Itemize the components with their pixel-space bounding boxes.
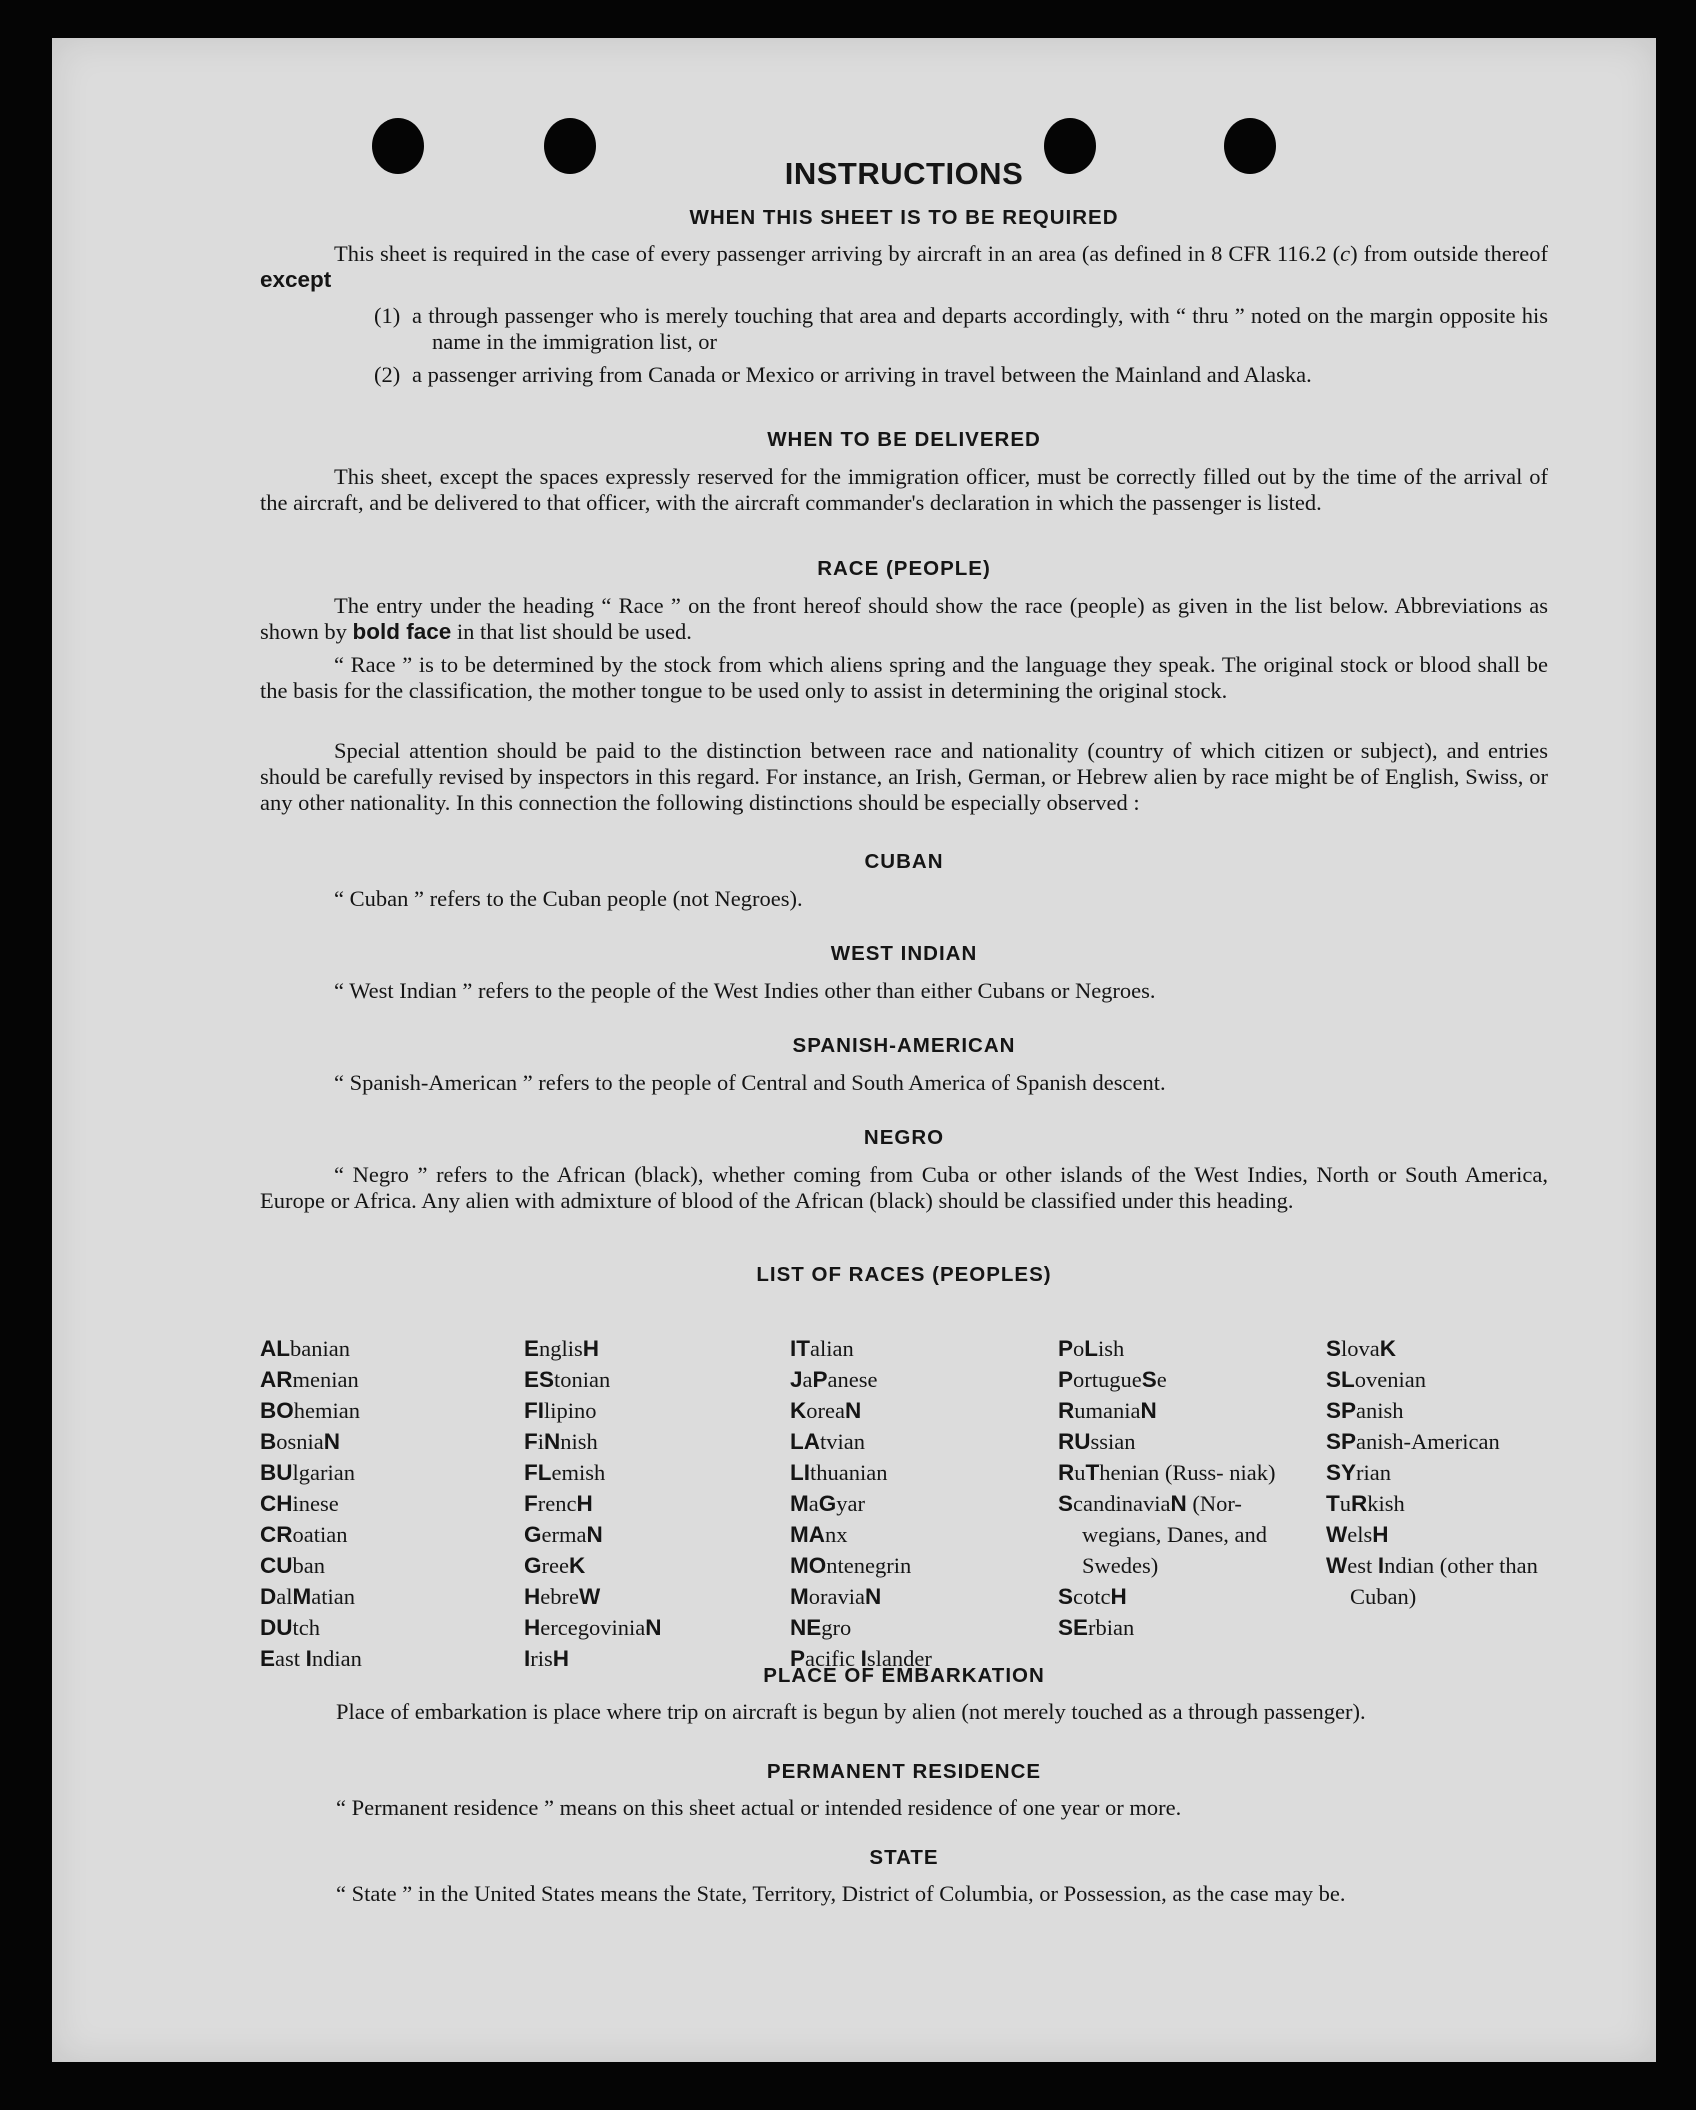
races-column-5 (1326, 1333, 1556, 1612)
race-entry: HercegoviniaN (524, 1615, 662, 1640)
race-entry: West Indian (other than Cuban) (1326, 1553, 1538, 1609)
race-entry: RumaniaN (1058, 1398, 1157, 1423)
section-heading-required: WHEN THIS SHEET IS TO BE REQUIRED (689, 206, 1119, 229)
race-entry: SLovenian (1326, 1367, 1426, 1392)
west-indian-text: “ West Indian ” refers to the people of the West Indies other than either Cubans or Negroes. (334, 978, 1156, 1003)
race-entry: SYrian (1326, 1460, 1391, 1485)
race-entry: BOhemian (260, 1398, 360, 1423)
section-heading-west-indian: WEST INDIAN (830, 942, 978, 965)
race-entry: FIlipino (524, 1398, 597, 1423)
race-entry: MOntenegrin (790, 1553, 912, 1578)
race-entry: ScotcH (1058, 1584, 1127, 1609)
race-entry: EnglisH (524, 1336, 600, 1361)
section-heading-list-of-races: LIST OF RACES (PEOPLES) (756, 1263, 1052, 1286)
section-heading-embarkation: PLACE OF EMBARKATION (763, 1664, 1045, 1687)
race-entry: NEgro (790, 1615, 852, 1640)
race-entry: FiNnish (524, 1429, 598, 1454)
race-entry: ITalian (790, 1336, 854, 1361)
race-entry: PoLish (1058, 1336, 1125, 1361)
race-entry: LAtvian (790, 1429, 865, 1454)
required-item-1: (1) a through passenger who is merely touching that area and departs accordingly, with “ thru ” noted on the margin opposite his name in the immigration list, or (374, 303, 1548, 354)
embarkation-text: Place of embarkation is place where trip on aircraft is begun by alien (not merely touched as a through passenger). (336, 1699, 1366, 1724)
race-entry: SPanish-American (1326, 1429, 1500, 1454)
race-entry: LIthuanian (790, 1460, 888, 1485)
race-entry: MoraviaN (790, 1584, 882, 1609)
negro-text: “ Negro ” refers to the African (black), whether coming from Cuba or other islands of the West Indies, North or South America, Europe or Africa. Any alien with admixture of blood of the African (black) should be classified under this heading. (260, 1162, 1548, 1213)
race-entry: MAnx (790, 1522, 848, 1547)
section-heading-race: RACE (PEOPLE) (817, 557, 991, 580)
section-heading-cuban: CUBAN (864, 850, 944, 873)
race-entry: KoreaN (790, 1398, 862, 1423)
race-paragraph-1: The entry under the heading “ Race ” on the front hereof should show the race (people) as given in the list below. Abbreviations as shown by bold face in that list should be used. (260, 593, 1548, 644)
race-entry: East Indian (260, 1646, 362, 1671)
races-column-3 (790, 1333, 1020, 1674)
race-entry: ALbanian (260, 1336, 350, 1361)
race-entry: MaGyar (790, 1491, 865, 1516)
race-entry: ScandinaviaN (Nor- wegians, Danes, and Swedes) (1058, 1491, 1267, 1578)
race-entry: DalMatian (260, 1584, 355, 1609)
race-entry: BUlgarian (260, 1460, 355, 1485)
race-entry: SPanish (1326, 1398, 1404, 1423)
races-column-1 (260, 1333, 490, 1674)
race-entry: GermaN (524, 1522, 603, 1547)
race-entry: CUban (260, 1553, 325, 1578)
residence-text: “ Permanent residence ” means on this sheet actual or intended residence of one year or more. (336, 1795, 1182, 1820)
race-entry: TuRkish (1326, 1491, 1405, 1516)
state-text: “ State ” in the United States means the State, Territory, District of Columbia, or Possession, as the case may be. (336, 1881, 1346, 1906)
section-heading-negro: NEGRO (863, 1126, 945, 1149)
race-entry: RUssian (1058, 1429, 1136, 1454)
race-entry: DUtch (260, 1615, 320, 1640)
required-item-2: (2) a passenger arriving from Canada or Mexico or arriving in travel between the Mainland and Alaska. (374, 362, 1312, 387)
race-paragraph-3: Special attention should be paid to the distinction between race and nationality (country of which citizen or subject), and entries should be carefully revised by inspectors in this regard. For instance, an Irish, German, or Hebrew alien by race might be of English, Swiss, or any other nationality. In this connection the following distinctions should be especially observed : (260, 738, 1548, 815)
race-entry: FLemish (524, 1460, 606, 1485)
document-page (52, 38, 1656, 2062)
race-entry: SlovaK (1326, 1336, 1397, 1361)
race-entry: BosniaN (260, 1429, 340, 1454)
section-heading-state: STATE (869, 1846, 939, 1869)
race-paragraph-2: “ Race ” is to be determined by the stock from which aliens spring and the language they speak. The original stock or blood shall be the basis for the classification, the mother tongue to be used only to assist in determining the original stock. (260, 652, 1548, 703)
race-entry: CHinese (260, 1491, 339, 1516)
delivered-text: This sheet, except the spaces expressly reserved for the immigration officer, must be correctly filled out by the time of the arrival of the aircraft, and be delivered to that officer, with the aircraft commander's declaration in which the passenger is listed. (260, 464, 1548, 515)
races-column-4 (1058, 1333, 1283, 1643)
race-entry: JaPanese (790, 1367, 878, 1392)
race-entry: ARmenian (260, 1367, 359, 1392)
race-entry: IrisH (524, 1646, 570, 1671)
race-entry: WelsH (1326, 1522, 1389, 1547)
race-entry: GreeK (524, 1553, 586, 1578)
race-entry: HebreW (524, 1584, 601, 1609)
section-heading-delivered: WHEN TO BE DELIVERED (767, 428, 1041, 451)
page-title: INSTRUCTIONS (784, 156, 1024, 191)
section-heading-residence: PERMANENT RESIDENCE (766, 1760, 1042, 1783)
required-intro: This sheet is required in the case of every passenger arriving by aircraft in an area (as defined in 8 CFR 116.2 (c) from outside thereof except (260, 241, 1548, 292)
race-entry: RuThenian (Russ- niak) (1058, 1460, 1276, 1485)
spanish-american-text: “ Spanish-American ” refers to the people of Central and South America of Spanish descent. (334, 1070, 1166, 1095)
race-entry: FrencH (524, 1491, 593, 1516)
race-entry: SErbian (1058, 1615, 1135, 1640)
cuban-text: “ Cuban ” refers to the Cuban people (not Negroes). (334, 886, 803, 911)
race-entry: EStonian (524, 1367, 611, 1392)
races-column-2 (524, 1333, 754, 1674)
race-entry: CRoatian (260, 1522, 348, 1547)
race-entry: PortugueSe (1058, 1367, 1167, 1392)
race-entry: Pacific Islander (790, 1646, 932, 1671)
section-heading-spanish-american: SPANISH-AMERICAN (792, 1034, 1016, 1057)
